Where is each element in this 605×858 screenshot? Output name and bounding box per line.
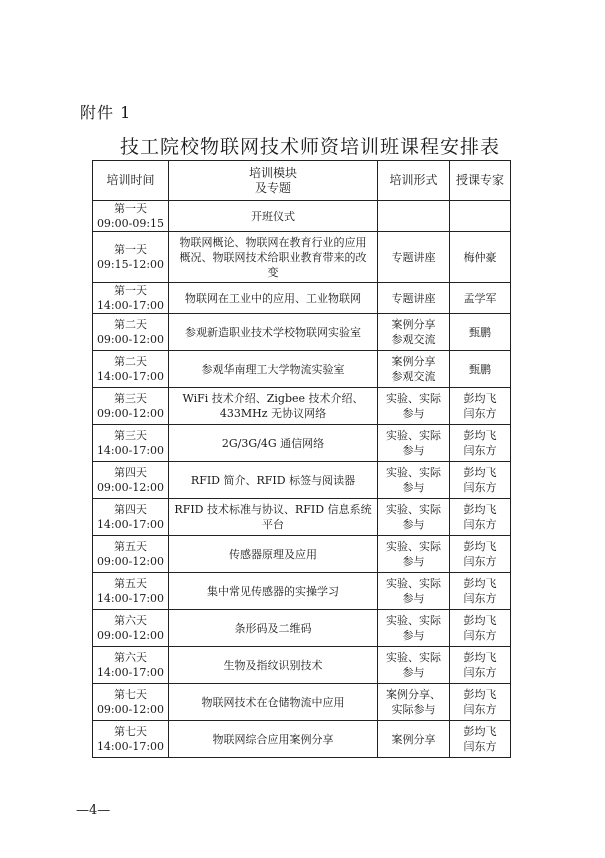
format-line: 参与 — [402, 481, 425, 494]
expert-line: 梅仲豪 — [463, 250, 497, 264]
table-header-row — [93, 161, 511, 201]
format-line: 参与 — [402, 555, 425, 568]
time-range: 09:00-12:00 — [96, 407, 165, 420]
topic-cell — [169, 499, 378, 536]
expert-line: 彭均飞 — [463, 725, 497, 738]
format-cell — [378, 351, 450, 388]
time-cell — [93, 684, 169, 721]
format-cell — [378, 610, 450, 647]
expert-line: 闫东方 — [463, 555, 497, 568]
topic-line: 参观新造职业技术学校物联网实验室 — [185, 325, 361, 339]
format-line: 参与 — [402, 592, 425, 605]
format-line: 实际参与 — [391, 703, 436, 716]
topic-line: 开班仪式 — [251, 209, 295, 223]
day-label: 第一天 — [114, 202, 147, 215]
format-line: 实验、实际 — [386, 503, 441, 516]
topic-line: 物联网综合应用案例分享 — [212, 732, 334, 746]
topic-line: 433MHz 无协议网络 — [219, 407, 327, 420]
day-label: 第一天 — [114, 284, 147, 297]
expert-line: 孟学军 — [463, 291, 497, 305]
expert-cell — [450, 647, 511, 684]
table-row — [93, 721, 511, 758]
time-cell — [93, 314, 169, 351]
time-cell — [93, 351, 169, 388]
day-label: 第三天 — [114, 429, 147, 442]
time-cell — [93, 283, 169, 314]
topic-line: 物联网概论、物联网在教育行业的应用 — [179, 235, 367, 249]
format-cell — [378, 283, 450, 314]
expert-line: 彭均飞 — [463, 392, 497, 405]
time-range: 14:00-17:00 — [96, 444, 165, 457]
format-cell — [378, 647, 450, 684]
format-line: 专题讲座 — [391, 291, 436, 305]
format-cell — [378, 425, 450, 462]
header-module-line: 培训模块 — [248, 165, 297, 180]
header-format: 培训形式 — [378, 161, 450, 201]
expert-cell — [450, 536, 511, 573]
expert-cell — [450, 388, 511, 425]
format-line: 实验、实际 — [386, 577, 441, 590]
time-cell — [93, 425, 169, 462]
expert-line: 甄鹏 — [469, 325, 491, 339]
expert-cell — [450, 721, 511, 758]
topic-cell — [169, 201, 378, 232]
day-label: 第四天 — [114, 466, 147, 479]
format-line: 参观交流 — [391, 333, 436, 346]
day-label: 第七天 — [114, 725, 147, 738]
format-line: 实验、实际 — [386, 429, 441, 442]
day-label: 第六天 — [114, 614, 147, 627]
format-cell — [378, 462, 450, 499]
day-label: 第一天 — [114, 243, 147, 256]
time-cell — [93, 610, 169, 647]
time-range: 14:00-17:00 — [96, 592, 165, 605]
expert-line: 闫东方 — [463, 666, 497, 679]
table-row — [93, 388, 511, 425]
topic-line: WiFi 技术介绍、Zigbee 技术介绍、 — [182, 392, 364, 405]
topic-line: 物联网技术在仓储物流中应用 — [201, 695, 345, 709]
expert-line: 闫东方 — [463, 592, 497, 605]
page-title: 技工院校物联网技术师资培训班课程安排表 — [119, 136, 500, 158]
time-range: 09:15-12:00 — [96, 258, 165, 271]
expert-line: 彭均飞 — [463, 577, 497, 590]
format-line: 参与 — [402, 407, 425, 420]
format-line: 案例分享 — [391, 318, 436, 331]
time-range: 09:00-12:00 — [96, 703, 165, 716]
day-label: 第四天 — [114, 503, 147, 516]
header-module — [169, 161, 378, 201]
time-cell — [93, 232, 169, 283]
table-row — [93, 425, 511, 462]
time-range: 09:00-12:00 — [96, 629, 165, 642]
time-range: 14:00-17:00 — [96, 518, 165, 531]
time-range: 14:00-17:00 — [96, 740, 165, 753]
expert-line: 闫东方 — [463, 481, 497, 494]
time-cell — [93, 462, 169, 499]
format-line: 参与 — [402, 629, 425, 642]
expert-cell — [450, 232, 511, 283]
topic-line: 变 — [267, 265, 279, 279]
topic-line: RFID 技术标准与协议、RFID 信息系统 — [174, 503, 372, 516]
expert-cell — [450, 283, 511, 314]
table-row — [93, 684, 511, 721]
time-cell — [93, 388, 169, 425]
expert-line: 闫东方 — [463, 740, 497, 753]
format-cell — [378, 314, 450, 351]
topic-cell — [169, 462, 378, 499]
time-range: 09:00-09:15 — [96, 217, 165, 230]
day-label: 第七天 — [114, 688, 147, 701]
topic-line: RFID 简介、RFID 标签与阅读器 — [190, 473, 356, 487]
topic-cell — [169, 314, 378, 351]
expert-line: 闫东方 — [463, 407, 497, 420]
format-cell — [378, 388, 450, 425]
time-range: 14:00-17:00 — [96, 299, 165, 312]
table-row — [93, 232, 511, 283]
expert-line: 甄鹏 — [469, 362, 491, 376]
format-line: 案例分享 — [391, 355, 436, 368]
table-row — [93, 647, 511, 684]
attachment-label: 附件 1 — [80, 103, 132, 122]
table-row — [93, 351, 511, 388]
expert-cell — [450, 314, 511, 351]
expert-cell — [450, 684, 511, 721]
topic-cell — [169, 536, 378, 573]
header-expert: 授课专家 — [450, 161, 511, 201]
format-cell — [378, 536, 450, 573]
format-line: 参与 — [402, 518, 425, 531]
topic-cell — [169, 232, 378, 283]
format-line: 案例分享、 — [386, 688, 441, 701]
topic-line: 生物及指纹识别技术 — [223, 658, 323, 672]
table-row — [93, 283, 511, 314]
expert-cell — [450, 425, 511, 462]
day-label: 第五天 — [114, 540, 147, 553]
format-line: 实验、实际 — [386, 540, 441, 553]
format-line: 参与 — [402, 444, 425, 457]
topic-line: 概况、物联网技术给职业教育带来的改 — [179, 250, 367, 264]
topic-line: 物联网在工业中的应用、工业物联网 — [185, 291, 361, 305]
format-line: 实验、实际 — [386, 651, 441, 664]
expert-line: 闫东方 — [463, 444, 497, 457]
day-label: 第六天 — [114, 651, 147, 664]
topic-cell — [169, 283, 378, 314]
format-cell — [378, 684, 450, 721]
table-row — [93, 499, 511, 536]
schedule-table — [92, 160, 511, 758]
topic-cell — [169, 425, 378, 462]
expert-cell — [450, 201, 511, 232]
time-cell — [93, 536, 169, 573]
expert-line: 彭均飞 — [463, 614, 497, 627]
table-row — [93, 462, 511, 499]
expert-cell — [450, 499, 511, 536]
table-row — [93, 536, 511, 573]
expert-line: 闫东方 — [463, 703, 497, 716]
expert-cell — [450, 351, 511, 388]
topic-cell — [169, 610, 378, 647]
day-label: 第五天 — [114, 577, 147, 590]
day-label: 第二天 — [114, 318, 147, 331]
format-line: 实验、实际 — [386, 466, 441, 479]
expert-line: 闫东方 — [463, 629, 497, 642]
expert-line: 彭均飞 — [463, 429, 497, 442]
topic-line: 2G/3G/4G 通信网络 — [221, 436, 325, 450]
expert-line: 彭均飞 — [463, 503, 497, 516]
format-line: 参观交流 — [391, 370, 436, 383]
format-line: 实验、实际 — [386, 392, 441, 405]
time-cell — [93, 499, 169, 536]
topic-line: 参观华南理工大学物流实验室 — [201, 362, 345, 376]
format-cell — [378, 573, 450, 610]
time-cell — [93, 201, 169, 232]
time-cell — [93, 721, 169, 758]
expert-line: 彭均飞 — [463, 688, 497, 701]
format-cell — [378, 499, 450, 536]
format-cell — [378, 721, 450, 758]
topic-line: 条形码及二维码 — [234, 621, 312, 635]
topic-line: 平台 — [262, 518, 284, 531]
time-range: 09:00-12:00 — [96, 333, 165, 346]
expert-line: 彭均飞 — [463, 540, 497, 553]
topic-cell — [169, 684, 378, 721]
format-cell — [378, 232, 450, 283]
topic-cell — [169, 388, 378, 425]
header-module-line: 及专题 — [254, 180, 291, 195]
day-label: 第二天 — [114, 355, 147, 368]
expert-cell — [450, 462, 511, 499]
time-range: 14:00-17:00 — [96, 666, 165, 679]
table-row — [93, 573, 511, 610]
time-cell — [93, 573, 169, 610]
table-row — [93, 610, 511, 647]
day-label: 第三天 — [114, 392, 147, 405]
topic-cell — [169, 573, 378, 610]
time-range: 09:00-12:00 — [96, 555, 165, 568]
expert-line: 彭均飞 — [463, 651, 497, 664]
format-cell — [378, 201, 450, 232]
header-time: 培训时间 — [93, 161, 169, 201]
expert-cell — [450, 573, 511, 610]
page-number: —4— — [76, 803, 111, 818]
expert-line: 彭均飞 — [463, 466, 497, 479]
table-row — [93, 201, 511, 232]
time-range: 14:00-17:00 — [96, 370, 165, 383]
format-line: 专题讲座 — [391, 250, 436, 264]
format-line: 实验、实际 — [386, 614, 441, 627]
topic-cell — [169, 647, 378, 684]
topic-cell — [169, 351, 378, 388]
topic-line: 集中常见传感器的实操学习 — [207, 584, 339, 598]
topic-cell — [169, 721, 378, 758]
expert-cell — [450, 610, 511, 647]
table-row — [93, 314, 511, 351]
format-line: 参与 — [402, 666, 425, 679]
topic-line: 传感器原理及应用 — [229, 547, 317, 561]
time-cell — [93, 647, 169, 684]
time-range: 09:00-12:00 — [96, 481, 165, 494]
format-line: 案例分享 — [391, 732, 436, 746]
expert-line: 闫东方 — [463, 518, 497, 531]
